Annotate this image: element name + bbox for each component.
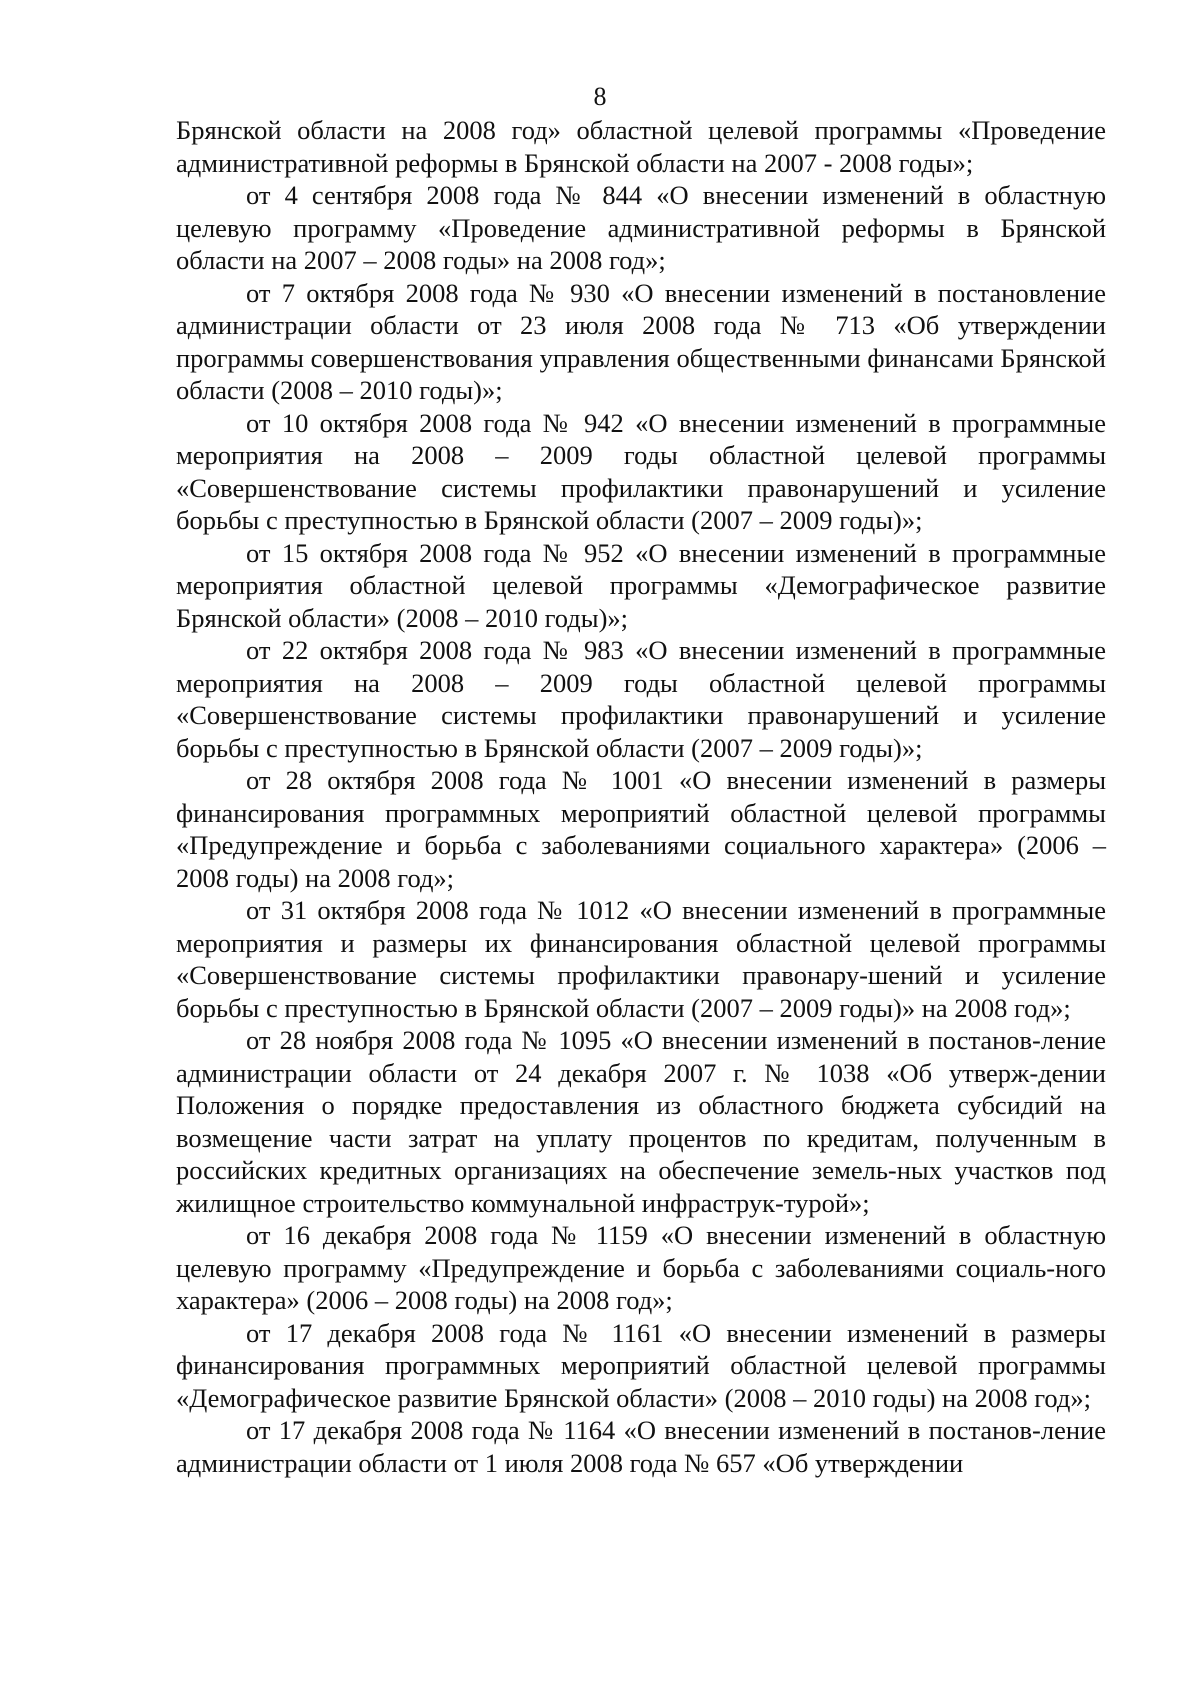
paragraph-resolution-844: от 4 сентября 2008 года № 844 «О внесении изменений в областную целевую программу «Проведение административной реформы в Брянской области на 2007 – 2008 годы» на 2008 год»; <box>176 180 1106 275</box>
paragraph-resolution-1161: от 17 декабря 2008 года № 1161 «О внесении изменений в размеры финансирования программных мероприятий областной целевой программы «Демографическое развитие Брянской области» (2008 – 2010 годы) на 2008 год»; <box>176 1317 1106 1413</box>
paragraph-resolution-983: от 22 октября 2008 года № 983 «О внесении изменений в программные мероприятия на 2008 – 2009 годы областной целевой программы «Совершенствование системы профилактики правонарушений и усиление борьбы с преступностью в Брянской области (2007 – 2009 годы)»; <box>176 635 1106 763</box>
paragraph-resolution-1159: от 16 декабря 2008 года № 1159 «О внесении изменений в областную целевую программу «Предупреждение и борьба с заболеваниями социаль-ного характера» (2006 – 2008 годы) на 2008 год»; <box>176 1220 1106 1315</box>
paragraph-resolution-942: от 10 октября 2008 года № 942 «О внесении изменений в программные мероприятия на 2008 – 2009 годы областной целевой программы «Совершенствование системы профилактики правонарушений и усиление борьбы с преступностью в Брянской области (2007 – 2009 годы)»; <box>176 407 1106 535</box>
page-number: 8 <box>593 82 607 111</box>
paragraph-resolution-1012: от 31 октября 2008 года № 1012 «О внесении изменений в программные мероприятия и размеры их финансирования областной целевой программы «Совершенствование системы профилактики правонару-шений и усиление борьбы с преступностью в Брянской области (2007 – 2009 годы)» на 2008 год»; <box>176 895 1106 1023</box>
paragraph-resolution-1095: от 28 ноября 2008 года № 1095 «О внесении изменений в постанов-ление администрации области от 24 декабря 2007 г. № 1038 «Об утверж-дении Положения о порядке предоставления из областного бюджета субсидий на возмещение части затрат на уплату процентов по кредитам, полученным в российских кредитных организациях на обеспечение земель-ных участков под жилищное строительство коммунальной инфраструк-турой»; <box>176 1025 1106 1218</box>
paragraph-resolution-1164: от 17 декабря 2008 года № 1164 «О внесении изменений в постанов-ление администрации области от 1 июля 2008 года № 657 «Об утверждении <box>176 1415 1106 1478</box>
paragraph-resolution-1001: от 28 октября 2008 года № 1001 «О внесении изменений в размеры финансирования программных мероприятий областной целевой программы «Предупреждение и борьба с заболеваниями социального характера» (2006 – 2008 годы) на 2008 год»; <box>176 765 1106 893</box>
paragraph-resolution-930: от 7 октября 2008 года № 930 «О внесении изменений в постановление администрации области от 23 июля 2008 года № 713 «Об утверждении программы совершенствования управления общественными финансами Брянской области (2008 – 2010 годы)»; <box>176 277 1106 405</box>
paragraph-continuation: Брянской области на 2008 год» областной целевой программы «Проведение административной реформы в Брянской области на 2007 - 2008 годы»; <box>176 115 1106 178</box>
paragraph-resolution-952: от 15 октября 2008 года № 952 «О внесении изменений в программные мероприятия областной целевой программы «Демографическое развитие Брянской области» (2008 – 2010 годы)»; <box>176 537 1106 633</box>
document-body <box>176 114 1106 1479</box>
